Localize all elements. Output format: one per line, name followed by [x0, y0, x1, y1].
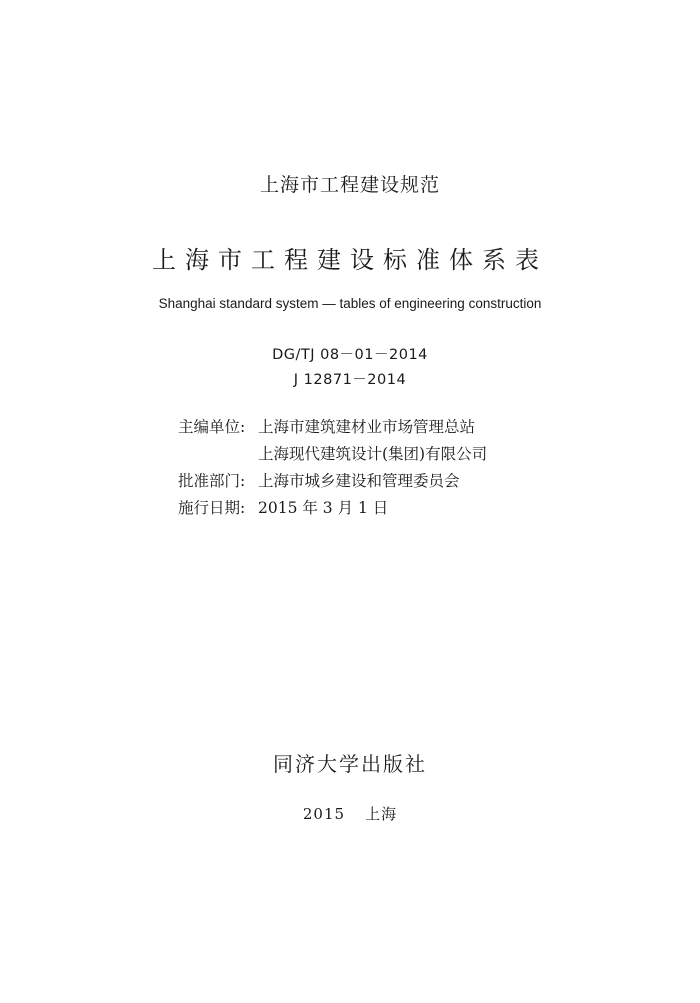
english-title: Shanghai standard system — tables of engineering construction: [158, 296, 542, 311]
effective-label: 施行日期:: [178, 499, 246, 517]
imprint: [0, 803, 700, 824]
editors-label-spacer: [178, 441, 258, 468]
approver-row: [178, 468, 487, 495]
editor-1: 上海市建筑建材业市场管理总站: [258, 418, 476, 436]
editors-label: 主编单位:: [178, 418, 246, 436]
approver-label: 批准部门:: [178, 472, 246, 490]
standard-code-j: J 12871－2014: [293, 372, 407, 388]
imprint-city: 上海: [365, 805, 398, 823]
publisher: 同济大学出版社: [273, 752, 427, 776]
editors-row-2: [178, 441, 487, 468]
effective-row: [178, 495, 487, 522]
approver: 上海市城乡建设和管理委员会: [258, 472, 460, 490]
publication-info: [178, 414, 487, 522]
main-title: 上海市工程建设标准体系表: [152, 246, 548, 274]
effective-date: 2015 年 3 月 1 日: [258, 499, 389, 517]
editor-2: 上海现代建筑设计(集团)有限公司: [258, 445, 488, 463]
imprint-year: 2015: [302, 805, 346, 823]
series-title: 上海市工程建设规范: [259, 174, 440, 196]
standard-code-dg: DG/TJ 08－01－2014: [272, 347, 428, 363]
editors-row: [178, 414, 487, 441]
